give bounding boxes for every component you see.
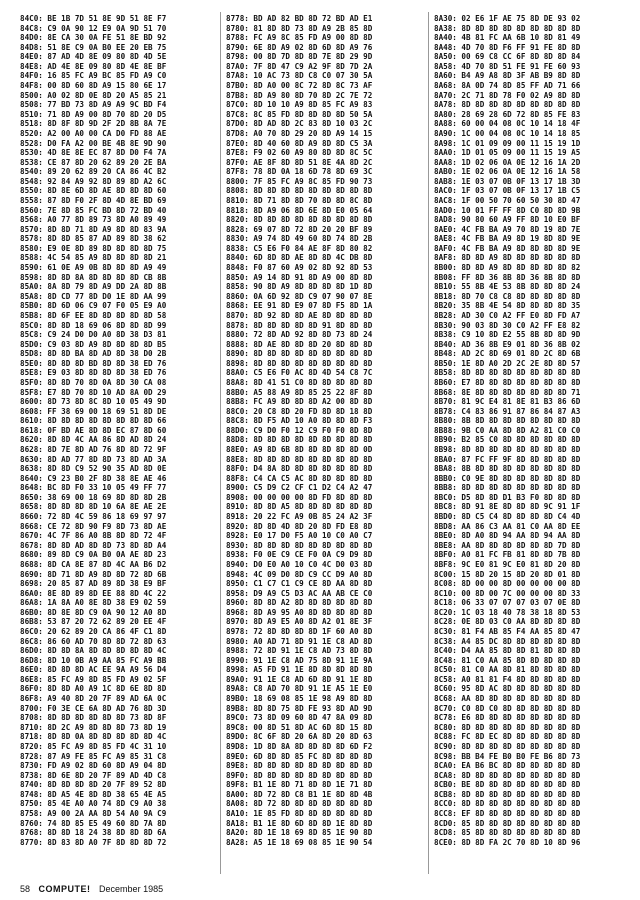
hex-row: 88F8: C4 CA C5 AC 8D 8D 8D 8D 8D — [226, 473, 373, 483]
hex-row: 8B88: 9B C0 AA 8D 8D A2 81 C0 C0 — [434, 425, 581, 435]
hex-row: 8528: D0 FA A2 00 BE 4B 8E 9D 90 — [20, 138, 167, 148]
hex-row: 8640: C9 23 B0 2F 8D 38 8E AE 46 — [20, 473, 167, 483]
hex-row: 87A0: 7F 8D 47 C9 A2 9F 8D 7D 2A — [226, 61, 373, 71]
hex-row: 89A8: C8 AD 70 8D 91 1E A5 1E E0 — [226, 684, 373, 694]
hex-row: 8540: 89 20 62 89 20 CA 86 4C B2 — [20, 167, 167, 177]
hex-row: 86E8: 85 FC A9 8D 85 FD A9 02 5F — [20, 674, 167, 684]
hex-row: 8830: A9 74 8D 49 60 8D 74 8D 2B — [226, 234, 373, 244]
hex-row: 8608: FF 38 69 00 18 69 51 8D DE — [20, 406, 167, 416]
hex-row: 86B8: 53 87 20 72 62 89 20 EE 4F — [20, 617, 167, 627]
hex-row: 8A58: 4D 70 8D 51 FE 91 FE 60 93 — [434, 61, 581, 71]
hex-row: 8500: A0 02 8D 0E 8D 20 A5 85 21 — [20, 90, 167, 100]
hex-row: 84F0: 16 85 FC A9 BC 85 FD A9 C0 — [20, 71, 167, 81]
hex-row: 85E8: E9 03 8D 8D 8D 8D 38 ED 76 — [20, 368, 167, 378]
hex-row: 8CC8: EF 8D 8D 8D 8D 8D 8D 8D 8D — [434, 808, 581, 818]
hex-row: 8B10: 55 8B 4E 53 8B 8D 8D 8D 24 — [434, 282, 581, 292]
hex-row: 86F8: A9 40 8D 20 7F 89 AD 6A 0C — [20, 694, 167, 704]
hex-row: 8800: 7F 85 FC A9 8C 85 FD 90 73 — [226, 176, 373, 186]
hex-row: 89F8: B1 1E 8D 71 8D 8D 1E 71 8D — [226, 780, 373, 790]
hex-row: 8868: EE 91 8D E9 07 8D F5 8D 1A — [226, 301, 373, 311]
hex-row: 8B90: B2 85 C0 8D 8D 8D 8D 8D 8D — [434, 435, 581, 445]
hex-row: 8CD8: 85 8D 8D 8D 8D 8D 8D 8D 8D — [434, 828, 581, 838]
hex-row: 8AD0: 10 01 FF FF 8D C0 8D 8D 9B — [434, 205, 581, 215]
hex-row: 8518: 8D 8F 8D 9D 2F 2D 8B 8A 7E — [20, 119, 167, 129]
hex-row: 8A78: 8D 8D 8D 8D 8D 8D 8D 8D 8D — [434, 100, 581, 110]
hex-row: 8C10: 00 8D 00 7C 00 00 00 8D 33 — [434, 588, 581, 598]
hex-row: 8BE8: AA 8D 8D 8D 8D 8D 8D 7D 8D — [434, 540, 581, 550]
hex-row: 8870: 8D 92 8D 8D AE 8D 8D 8D 8D — [226, 310, 373, 320]
hex-row: 8AF0: 4C FB BA A9 8D 8D 8D 8D 9E — [434, 243, 581, 253]
hex-row: 8C70: C0 8D C0 8D 8D 8D 8D 8D 8D — [434, 703, 581, 713]
hex-row: 8688: 8D CA 8E 87 8D 4C AA B6 D2 — [20, 559, 167, 569]
hex-row: 8768: 8D 8D 18 24 38 8D 8D 8D 6A — [20, 828, 167, 838]
hex-row: 8560: 7E 8D 85 FC BD 8D 72 BD 40 — [20, 205, 167, 215]
hex-row: 8848: F0 87 60 A9 02 8D 92 8D 53 — [226, 263, 373, 273]
hex-row: 8C00: 15 8D 20 15 8D 20 8D 01 8D — [434, 569, 581, 579]
hex-row: 8B08: FF 8D 36 8B 8D 36 8B 8D 8D — [434, 272, 581, 282]
hex-row: 8B40: AD 36 8B E9 01 8D 36 8B 02 — [434, 339, 581, 349]
hex-row: 85B8: 8D 6F EE 8D 8D 8D 8D 8D 58 — [20, 310, 167, 320]
hex-row: 8838: C5 E6 F0 84 AE 8F 8D 80 82 — [226, 243, 373, 253]
column-divider — [428, 12, 429, 874]
hex-row: 8BF8: 9C E0 81 9C E0 81 8D 20 8D — [434, 559, 581, 569]
hex-row: 8A08: 8D 72 8D 8D 8D 8D 8D 8D 8D — [226, 799, 373, 809]
hex-row: 8680: 89 8D C9 0A B0 0A AE 8D 23 — [20, 550, 167, 560]
hex-row: 8808: 8D 8D 8D 8D 8D 8D 8D 8D 8D — [226, 186, 373, 196]
hex-row: 8710: 8D 2C A9 8D 8D 8D 73 8D 19 — [20, 722, 167, 732]
hex-row: 8548: 92 84 A9 92 8D 89 8D A2 6C — [20, 176, 167, 186]
hex-row: 8898: 8D 8D 8D 8D 8D 8D 8D 8D 8D — [226, 358, 373, 368]
hex-column-2 — [226, 14, 422, 847]
hex-row: 85C0: 8D 8D 18 69 06 8D 8D 8D 99 — [20, 320, 167, 330]
hex-row: 87E8: F9 02 60 A9 80 8D 8D 8C 5C — [226, 148, 373, 158]
hex-row: 86D0: 8D 8D 8A 8D 8D 8D 8D 8D 4C — [20, 646, 167, 656]
hex-row: 8BB0: C0 9E 8D 8D 8D 8D 8D 8D 8D — [434, 473, 581, 483]
hex-row: 8658: 8D 8D 8D 8D 10 6A 8E AE 2E — [20, 502, 167, 512]
hex-row: 8750: 85 4E A0 A0 74 8D C9 A0 38 — [20, 799, 167, 809]
hex-row: 88D8: 8D 8D 8D 8D 8D 8D 8D 8D 8D — [226, 435, 373, 445]
issue-date: December 1985 — [99, 884, 164, 894]
hex-row: 8C28: 0E 8D 03 C0 AA 8D 8D 8D 8D — [434, 617, 581, 627]
hex-row: 8970: 8D A9 E5 A0 8D A2 01 8E 3F — [226, 617, 373, 627]
hex-row: 8900: C5 D9 C2 CF C1 D2 C4 A2 47 — [226, 483, 373, 493]
hex-row: 8C58: A0 81 81 F4 8D 8D 8D 8D 8D — [434, 674, 581, 684]
hex-row: 88D0: C9 D0 F0 12 C9 F0 F0 8D 8D — [226, 425, 373, 435]
hex-row: 84E8: AD 4E 8E 09 80 8D 4E 8E BF — [20, 61, 167, 71]
hex-row: 87B0: 8D A0 00 8C 72 8D 8C 73 AF — [226, 81, 373, 91]
hex-row: 8BC0: D5 8D 8D D1 B3 F0 8D 8D 8D — [434, 492, 581, 502]
hex-row: 8858: 90 8D A9 8D 8D 8D 8D 1D 8D — [226, 282, 373, 292]
hex-row: 8B28: AD 30 C0 A2 FF E0 8D FD A7 — [434, 310, 581, 320]
hex-row: 8A40: 4B 81 FC AA 6B 10 8D 81 49 — [434, 33, 581, 43]
hex-row: 8798: 00 8D 7D 8D 8D 7E 8D 29 9D — [226, 52, 373, 62]
hex-row: 8A28: A5 1E 18 69 08 85 1E 90 54 — [226, 837, 373, 847]
hex-row: 85A8: 8D CD 77 8D D0 1E 8D AA 99 — [20, 291, 167, 301]
hex-row: 8B70: 81 9C E4 81 8E 81 B3 86 6D — [434, 397, 581, 407]
hex-row: 87C8: 8C 85 FD 8D 8D 8D 8D 50 5A — [226, 109, 373, 119]
hex-row: 89F0: 8D 8D 8D 8D 8D 8D 8D 8D 8D — [226, 770, 373, 780]
hex-row: 8888: 8D AE 8D 8D 8D 20 8D 8D 8D — [226, 339, 373, 349]
hex-row: 87C0: 8D 10 10 A9 8D 85 FC A9 83 — [226, 100, 373, 110]
hex-row: 8908: 00 00 00 00 8D FD 8D 8D 8D — [226, 492, 373, 502]
hex-row: 8BD8: AA 86 C3 AA 81 C0 AA 8D EE — [434, 521, 581, 531]
hex-row: 85B0: 8D 6D 06 C9 07 F0 05 E9 A0 — [20, 301, 167, 311]
hex-row: 8650: 38 69 00 18 69 8D 8D 8D 2B — [20, 492, 167, 502]
hex-row: 85A0: 8A 8D 79 8D A9 DD 2A 8D 8B — [20, 282, 167, 292]
hex-row: 8B30: 90 03 8D 30 C0 A2 FF E8 82 — [434, 320, 581, 330]
hex-row: 8690: 8D 71 8D A9 8D 8D 72 8D 6B — [20, 569, 167, 579]
hex-row: 8A68: 8A 0D 74 8D 85 FF AD 71 66 — [434, 81, 581, 91]
hex-row: 89B0: 18 69 08 85 1E 98 A9 8D 8D — [226, 694, 373, 704]
hex-row: 8880: 72 8D AD 92 8D 8D 73 8D 24 — [226, 330, 373, 340]
hex-row: 8508: 77 BD 73 8D A9 A9 9C BD F4 — [20, 100, 167, 110]
hex-row: 8818: 8D A9 06 8D 6E 8D E0 05 64 — [226, 205, 373, 215]
hex-row: 8738: 8D 6E 8D 20 7F 89 AD 4D C8 — [20, 770, 167, 780]
hex-row: 8840: 6D 8D 8D AE 8D 8D 4C DB 8D — [226, 253, 373, 263]
hex-row: 8580: E9 0E 8D 89 8D 8D 8D 8D 75 — [20, 243, 167, 253]
hex-row: 8C80: 8D 8D 8D 8D 8D 8D 8D 8D 8D — [434, 722, 581, 732]
hex-row: 85D0: C9 03 8D A9 8D 8D 8D 8D B5 — [20, 339, 167, 349]
hex-row: 8878: 8D 8D 8D 8D 8D 91 8D 8D 8D — [226, 320, 373, 330]
hex-row: 8AA8: 1D 02 06 0A 0E 12 16 1A 2D — [434, 157, 581, 167]
hex-row: 8988: 72 8D 91 1E C8 AD 73 8D 8D — [226, 646, 373, 656]
hex-row: 8958: D9 A9 C5 D3 AC AA AB CE C0 — [226, 588, 373, 598]
hex-row: 8A20: 8D 1E 18 69 8D 85 1E 90 8D — [226, 828, 373, 838]
hex-row: 8930: 8D 8D 8D 8D 8D 8D 8D 8D 8D — [226, 540, 373, 550]
hex-row: 8998: A5 FD 91 1E 8D 8D 8D 8D 8D — [226, 665, 373, 675]
hex-row: 8728: 87 A9 FE 85 FC A9 85 31 C8 — [20, 751, 167, 761]
hex-row: 87D0: 8D AD 8D 2C 83 8D 10 03 2C — [226, 119, 373, 129]
hex-row: 86C0: 20 62 89 20 CA 86 4F C1 8D — [20, 627, 167, 636]
hex-row: 8B18: 8D 70 C8 C8 8D 8D 8D 8D 8D — [434, 291, 581, 301]
hex-row: 8928: E0 17 D0 F5 A0 10 C0 A0 C7 — [226, 531, 373, 541]
hex-row: 8748: 8D A5 4E 8D 8D 38 65 4E A5 — [20, 789, 167, 799]
hex-row: 8BF0: A0 81 FC FB 81 8D 8D 7B 8D — [434, 550, 581, 560]
hex-row: 8550: 8D 8E 6D 8D AE 8D 8D 8D 60 — [20, 186, 167, 196]
hex-row: 8590: 61 0E A9 0B 8D 8D 8D A9 49 — [20, 263, 167, 273]
hex-row: 8AB8: 1E 03 07 0B 0F 13 17 1B 3D — [434, 176, 581, 186]
hex-row: 88C8: 8D F5 AD 10 A0 8D 8D 8D F3 — [226, 416, 373, 426]
hex-row: 8600: 8D 73 8D 8C 8D 10 05 49 9D — [20, 397, 167, 407]
hex-row: 8AC0: 1F 03 07 0B 0F 13 17 1B C5 — [434, 186, 581, 196]
hex-row: 8510: 71 8D A9 00 8D 70 8D 20 D5 — [20, 109, 167, 119]
hex-row: 88A8: 8D 41 51 C0 8D 8D 8D 8D 8D — [226, 377, 373, 387]
hex-row: 8960: 8D 8D A2 8D 8D 8D 8D 8D 8D — [226, 598, 373, 608]
hex-row: 85C8: C9 24 D0 D0 A0 8D 38 D3 81 — [20, 330, 167, 340]
hex-row: 8968: 8D A9 95 A0 8D 8D 8D 8D 8D — [226, 607, 373, 617]
hex-row: 8938: F0 0E C9 CE F0 0A C9 D9 8D — [226, 550, 373, 560]
hex-row: 87D8: A0 70 8D 29 20 8D A9 14 15 — [226, 128, 373, 138]
hex-row: 8C48: 81 C0 AA 85 8D 8D 8D 8D 8D — [434, 655, 581, 665]
hex-row: 88F0: D4 8A 8D 8D 8D 8D 8D 8D 8D — [226, 464, 373, 474]
hex-row: 86A8: 1A 8A A0 8E 8D 38 E9 02 59 — [20, 598, 167, 608]
hex-row: 86E0: 8D 8D 8D AC EE 9A A9 56 D4 — [20, 665, 167, 675]
hex-row: 8A50: 00 69 C8 CC 6F 8D 8D 8D 84 — [434, 52, 581, 62]
page-footer — [20, 884, 163, 894]
hex-row: 8638: 8D 8D C9 52 90 35 AD 8D 0E — [20, 464, 167, 474]
hex-row: 8758: A9 00 2A AA 8D 54 A0 9A C9 — [20, 808, 167, 818]
hex-row: 84D0: 8E CA 30 0A FE 51 8E BD 92 — [20, 33, 167, 43]
hex-row: 8B58: 8D 8D 8D 8D 8D 8D 8D 8D 8D — [434, 368, 581, 378]
hex-row: 85D8: 8D 8D BA 8D AD 8D 38 D0 2B — [20, 349, 167, 359]
hex-row: 8C98: BB B4 FE B0 B0 FE B6 8D 73 — [434, 751, 581, 761]
hex-row: 8B60: E7 8D 8D 8D 8D 8D 8D 8D 8D — [434, 377, 581, 387]
hex-row: 84E0: 87 AD 4D 8E 09 80 8D 4D 5E — [20, 52, 167, 62]
hex-row: 8788: FC A9 8C 85 FD A9 00 8D 8D — [226, 33, 373, 43]
hex-row: 8AE0: 4C FB BA A9 70 8D 19 8D 7E — [434, 224, 581, 234]
hex-row: 8740: 8D 8D 8D 8D 20 7F 89 52 8D — [20, 780, 167, 790]
hex-row: 8810: 8D 71 8D 8D 70 8D 8D 8C 8D — [226, 195, 373, 205]
hex-row: 8AA0: 1D 01 05 09 00 11 15 19 A5 — [434, 148, 581, 158]
hex-row: 86B0: 8D 8E 8D C9 0A 90 12 A0 8D — [20, 607, 167, 617]
hex-row: 89C0: 73 8D 09 60 8D 47 8A 09 8D — [226, 713, 373, 723]
hex-row: 8C30: 81 F4 AB 85 F4 AA 85 8D 47 — [434, 627, 581, 636]
hex-row: 87A8: 10 AC 73 8D C8 C0 07 30 5A — [226, 71, 373, 81]
hex-row: 84C8: C9 0A 90 12 E9 0A 9D 51 70 — [20, 23, 167, 33]
hex-row: 8950: C1 C7 C1 C9 CE 8D AA 8D 8D — [226, 579, 373, 589]
hex-row: 8720: 85 FC A9 8D 85 FD 4C 31 10 — [20, 741, 167, 751]
hex-row: 89B8: 8D 8D 75 8D FE 93 8D AD 9D — [226, 703, 373, 713]
hex-row: 88A0: C5 E6 F0 AC 8D 4D 54 C8 7C — [226, 368, 373, 378]
hex-row: 8BA0: 87 FC FF 9F 8D 8D 8D 8D 8D — [434, 454, 581, 464]
hex-row: 8820: 8D 8D 8D 8D 8D 8D 8D 8D 8D — [226, 215, 373, 225]
hex-row: 88B8: FC A9 8D 8D 8D A2 00 8D 8D — [226, 397, 373, 407]
hex-row: 8630: 8D AD 77 8D 8D 73 8D AD 3A — [20, 454, 167, 464]
hex-row: 8980: A0 AD 71 8D 91 1E C8 AD 8D — [226, 636, 373, 646]
hex-row: 8BE0: 8D A0 8D 94 AA 8D 94 AA 8D — [434, 531, 581, 541]
hex-row: 8C38: A4 85 DC 8D 8D 8D 8D 8D 8D — [434, 636, 581, 646]
hex-row: 8C68: AA 8D 8D 8D 8D 8D 8D 8D 8D — [434, 694, 581, 704]
hex-row: 8860: 0A 6D 92 8D C9 07 90 07 8E — [226, 291, 373, 301]
hex-row: 89A0: 91 1E C8 AD 6D 8D 91 1E 8D — [226, 674, 373, 684]
hex-row: 8918: 20 22 FC A9 0B 85 24 A2 3F — [226, 512, 373, 522]
hex-row: 8708: 8D 8D 8D 8D 8D 8D 73 8D 8F — [20, 713, 167, 723]
hex-row: 8570: 8D 8D 71 8D A9 8D 8D 83 9A — [20, 224, 167, 234]
hex-row: 8B68: 8E 8D 8D 8D 8D 8D 8D 8D 71 — [434, 387, 581, 397]
hex-row: 8B98: 8D 8D 8D 8D 8D 8D 8D 8D 8D — [434, 445, 581, 455]
hex-row: 89E0: 6D 8D 8D 85 FC 8D 8D 8D 8D — [226, 751, 373, 761]
hex-row: 8C18: 06 33 07 07 07 03 07 0E 8D — [434, 598, 581, 608]
hex-row: 8A90: 1C 00 04 08 0C 10 14 18 85 — [434, 128, 581, 138]
hex-row: 8C40: D4 AA 85 8D 8D 81 8D 8D 8D — [434, 646, 581, 656]
hex-row: 84C0: BE 1B 7D 51 8E 9D 51 8E F7 — [20, 14, 167, 23]
hex-row: 8B38: C9 10 8D E2 55 8B 8D 8D 9D — [434, 330, 581, 340]
hex-row: 88B0: A5 88 A9 8D 85 25 22 8F 8D — [226, 387, 373, 397]
hex-row: 8850: A9 14 8D 91 8D A9 00 8D 8D — [226, 272, 373, 282]
hex-row: 8588: 4C 54 85 A9 8D 8D 8D 8D 21 — [20, 253, 167, 263]
hex-row: 8CB0: BE 8D 8D 8D 8D 8D 8D 8D 8D — [434, 780, 581, 790]
hex-row: 8A48: 4D 70 8D F6 FF 91 FE 8D 8D — [434, 42, 581, 52]
hex-row: 8AF8: 8D 8D A9 8D 8D 8D 8D 8D 8D — [434, 253, 581, 263]
hex-row: 8A10: 1E 85 FD 8D 8D 8D 8D 8D 8D — [226, 808, 373, 818]
hex-row: 8AD8: 90 80 60 A9 FF 8D 10 E0 BF — [434, 215, 581, 225]
hex-row: 8910: 8D 8D A5 8D 8D 8D 8D 8D 8D — [226, 502, 373, 512]
hex-row: 86D8: 8D 10 0B A9 AA 85 FC A9 BB — [20, 655, 167, 665]
hex-row: 8538: CE 87 8D 20 62 89 20 2E BA — [20, 157, 167, 167]
hex-row: 8BD0: 8D C5 C4 8D 8D 8D 8D C4 4D — [434, 512, 581, 522]
hex-row: 8978: 72 8D 8D 8D 8D 1F 60 A0 8D — [226, 627, 373, 636]
column-divider — [220, 12, 221, 874]
hex-row: 8A60: B4 A9 A8 8D 3F AB B9 8D 8D — [434, 71, 581, 81]
hex-row: 8718: 8D 8D 0A 8D 8D 8D 8D 8D 4C — [20, 732, 167, 742]
hex-row: 8770: 8D 83 8D A0 7F 8D 8D 8D 72 — [20, 837, 167, 847]
hex-row: 8AB0: 1E 02 06 0A 0E 12 16 1A 58 — [434, 167, 581, 177]
hex-row: 8618: 0F BD AE 8D 8D EC 87 8D 60 — [20, 425, 167, 435]
hex-row: 8A38: 8D 8D 8D 8D 8D 8D 8D 8D 8D — [434, 23, 581, 33]
hex-row: 87F0: AE 8F 8D 8D 51 8E 4A 8D 2C — [226, 157, 373, 167]
hex-row: 8CA0: EA B6 BC 8D 8D 8D 8D 8D 8D — [434, 761, 581, 771]
hex-row: 8BC8: 8D 91 8E 8D 8D 8D 9C 91 1F — [434, 502, 581, 512]
hex-row: 8C20: 1C 03 18 40 78 38 18 8D 53 — [434, 607, 581, 617]
hex-row: 8B20: 35 8B 4E 54 8D 8D 8D 8D 35 — [434, 301, 581, 311]
hex-row: 8BB8: 8D 8D 8D 8D 8D 8D 8D 8D 8D — [434, 483, 581, 493]
hex-row: 8A80: 28 69 28 6D 72 8D 85 FE 83 — [434, 109, 581, 119]
hex-row: 84D8: 51 8E C9 0A B0 EE 20 EB 75 — [20, 42, 167, 52]
hex-row: 87B8: 8D A9 80 8D 70 8D 2C 7E 72 — [226, 90, 373, 100]
hex-row: 8660: 72 8D 4C 59 86 18 69 97 97 — [20, 512, 167, 522]
hex-row: 8990: 91 1E C8 AD 75 8D 91 1E 9A — [226, 655, 373, 665]
hex-row: 88E0: A9 8D 6B 8D 8D 8D 8D 8D 0D — [226, 445, 373, 455]
page-number: 58 — [20, 884, 31, 894]
hex-row: 85F0: 8D 8D 70 8D 0A 8D 30 CA 08 — [20, 377, 167, 387]
hex-row: 89C8: 00 8D 51 8D AC 6D 8D 15 8D — [226, 722, 373, 732]
hex-row: 8678: 8D 8D AD 8D 8D 73 8D 8D A4 — [20, 540, 167, 550]
hex-row: 8698: 20 85 87 AD 89 8D 38 E9 BF — [20, 579, 167, 589]
hex-row: 8890: 8D 8D 8D 8D 8D 8D 8D 8D 8D — [226, 349, 373, 359]
hex-row: 8A18: B1 1E 8D 6D 8D 8D 1E 8D 8D — [226, 818, 373, 828]
hex-row: 86C8: 86 60 AD 70 8D 8D 72 8D 63 — [20, 636, 167, 646]
hex-row: 8578: 8D 8D 85 87 AD 89 8D 38 62 — [20, 234, 167, 244]
hex-row: 8C78: E6 8D 8D 8D 8D 8D 8D 8D 8D — [434, 713, 581, 723]
hex-row: 8780: 81 8D 8D 73 8D A9 2B 85 8D — [226, 23, 373, 33]
hex-row: 8C08: 8D 00 00 8D 00 00 00 00 8D — [434, 579, 581, 589]
hex-row: 8A30: 02 E6 1F AE 75 8D DE 93 02 — [434, 14, 581, 23]
hex-row: 8AC8: 1F 00 50 70 60 50 30 8D 47 — [434, 195, 581, 205]
hex-row: 8668: CE 72 8D 90 F9 8D 73 8D AE — [20, 521, 167, 531]
hex-row: 8700: F0 3E CE 6A 8D AD 76 8D 3D — [20, 703, 167, 713]
hex-row: 8730: FD A9 02 8D 60 8D A9 04 8D — [20, 761, 167, 771]
hex-row: 8558: 87 8D F0 2F 8D 4D 8E BD 69 — [20, 195, 167, 205]
hex-row: 8610: 8D 8D 8D 8D 8D 8D 8D 8D 66 — [20, 416, 167, 426]
hex-row: 8B00: 8D 8D A9 8D 8D 8D 8D 8D 82 — [434, 263, 581, 273]
hex-row: 8B50: 1E 8D A0 2D 2C 2E 8D 8D 57 — [434, 358, 581, 368]
hex-row: 8B80: 8B 8D 8D 8D 8D 8D 8D 8D 8D — [434, 416, 581, 426]
hex-row: 8620: 8D 8D 4C AA 86 8D AD 8D 24 — [20, 435, 167, 445]
hex-column-3 — [434, 14, 630, 847]
hex-row: 8C50: 81 C0 AA 8D 81 8D 8D 8D 8D — [434, 665, 581, 675]
hex-row: 88E8: 8D 8D 8D 8D 8D 8D 8D 8D 8D — [226, 454, 373, 464]
hex-row: 8CD0: 85 8D 8D 8D 8D 8D 8D 8D 8D — [434, 818, 581, 828]
hex-row: 8778: BD AD 82 BD 8D 72 BD AD E1 — [226, 14, 373, 23]
hex-row: 87E0: 8D 40 60 8D A9 8D 8D C5 3A — [226, 138, 373, 148]
hex-row: 85E0: 8D 8D 8D BD 8D 8D 38 ED 76 — [20, 358, 167, 368]
hex-row: 8948: 4C 09 D0 8D C9 CC D9 A0 8D — [226, 569, 373, 579]
hex-row: 8A88: 60 00 04 08 0C 10 14 18 4F — [434, 119, 581, 129]
hex-row: 8790: 6E 8D A9 02 8D 6D 8D A9 76 — [226, 42, 373, 52]
hex-row: 8B48: AD 2C 8D 69 01 8D 2C 8D 6B — [434, 349, 581, 359]
hex-column-1 — [20, 14, 216, 847]
hex-row: 88C0: 20 C8 8D 20 FD 8D 8D 18 8D — [226, 406, 373, 416]
hex-row: 8C90: 8D 8D 8D 8D 8D 8D 8D 8D 8D — [434, 741, 581, 751]
hex-row: 8B78: C4 83 86 91 87 86 84 87 A3 — [434, 406, 581, 416]
hex-row: 8940: D0 E0 A0 10 C0 4C D0 03 8D — [226, 559, 373, 569]
hex-row: 8AE8: 4C FB BA A9 8D 19 8D 8D 9E — [434, 234, 581, 244]
hex-row: 89D0: 8C 6F 8D 20 6A 8D 20 8D 63 — [226, 732, 373, 742]
hex-row: 89D8: 1D 8D 8A 8D 8D 8D 8D 6D F2 — [226, 741, 373, 751]
hex-row: 8C60: 95 8D AC 8D 8D 8D 8D 8D 8D — [434, 684, 581, 694]
hex-row: 8920: 8D 8D 4D 8D 20 8D FD E8 8D — [226, 521, 373, 531]
hex-row: 8520: A2 00 A0 00 CA D0 FD 88 AE — [20, 128, 167, 138]
hex-row: 8C88: FC 8D EC 8D 8D 8D 8D 8D 8D — [434, 732, 581, 742]
magazine-name: COMPUTE! — [38, 884, 91, 894]
hex-row: 8BA8: 8B 8D 8D 8D 8D 8D 8D 8D 8D — [434, 464, 581, 474]
hex-row: 8530: 4D 8E 8E EC 87 8D D0 F4 7A — [20, 148, 167, 158]
hex-row: 8A00: 8D 72 8D C8 B1 1E 8D 8D 4B — [226, 789, 373, 799]
hex-row: 8828: 69 07 8D 72 8D 20 20 BF 89 — [226, 224, 373, 234]
hex-row: 8670: 4C 7F 86 A0 8B 8D 8D 72 4F — [20, 531, 167, 541]
hex-row: 84F8: 00 8D 60 8D A9 15 80 6E 17 — [20, 81, 167, 91]
hex-row: 8598: 8D 8D 8A 8D 8D 8D 8D CB 8B — [20, 272, 167, 282]
hex-row: 86A0: 8E 8D 89 8D EE 88 8D 4C 22 — [20, 588, 167, 598]
hex-row: 8CB8: 8D 8D 8D 8D 8D 8D 8D 8D 8D — [434, 789, 581, 799]
hex-row: 8CC0: 8D 8D 8D 8D 8D 8D 8D 8D 8D — [434, 799, 581, 809]
hex-row: 89E8: 8D 8D 8D 8D 8D 8D 8D 8D 8D — [226, 761, 373, 771]
hex-row: 8A98: 1C 01 09 09 00 11 15 19 1D — [434, 138, 581, 148]
hex-row: 8568: A0 77 8D 89 73 8D A0 89 49 — [20, 215, 167, 225]
hex-row: 8648: BC 8D F0 33 10 05 49 FF 77 — [20, 483, 167, 493]
hex-row: 8628: 8D 7E 8D AD 76 8D 8D 72 9F — [20, 445, 167, 455]
hex-row: 87F8: 78 8D 0A 18 6D 78 8D 69 3C — [226, 167, 373, 177]
hex-row: 8CA8: 8D 8D 8D 8D 8D 8D 8D 8D 8D — [434, 770, 581, 780]
hex-row: 8760: 74 8D 85 E5 49 60 8D 7A 8D — [20, 818, 167, 828]
hex-row: 8CE0: 8D 8D FA 2C 70 8D 10 8D 96 — [434, 837, 581, 847]
hex-row: 8A70: 2C 71 8D 78 F0 02 A9 8D 8D — [434, 90, 581, 100]
hex-row: 86F0: 8D 8D A0 A9 1C 8D 6E 8D 8D — [20, 684, 167, 694]
hex-row: 85F8: E7 8D 70 8D 10 AD 8A 0D 29 — [20, 387, 167, 397]
